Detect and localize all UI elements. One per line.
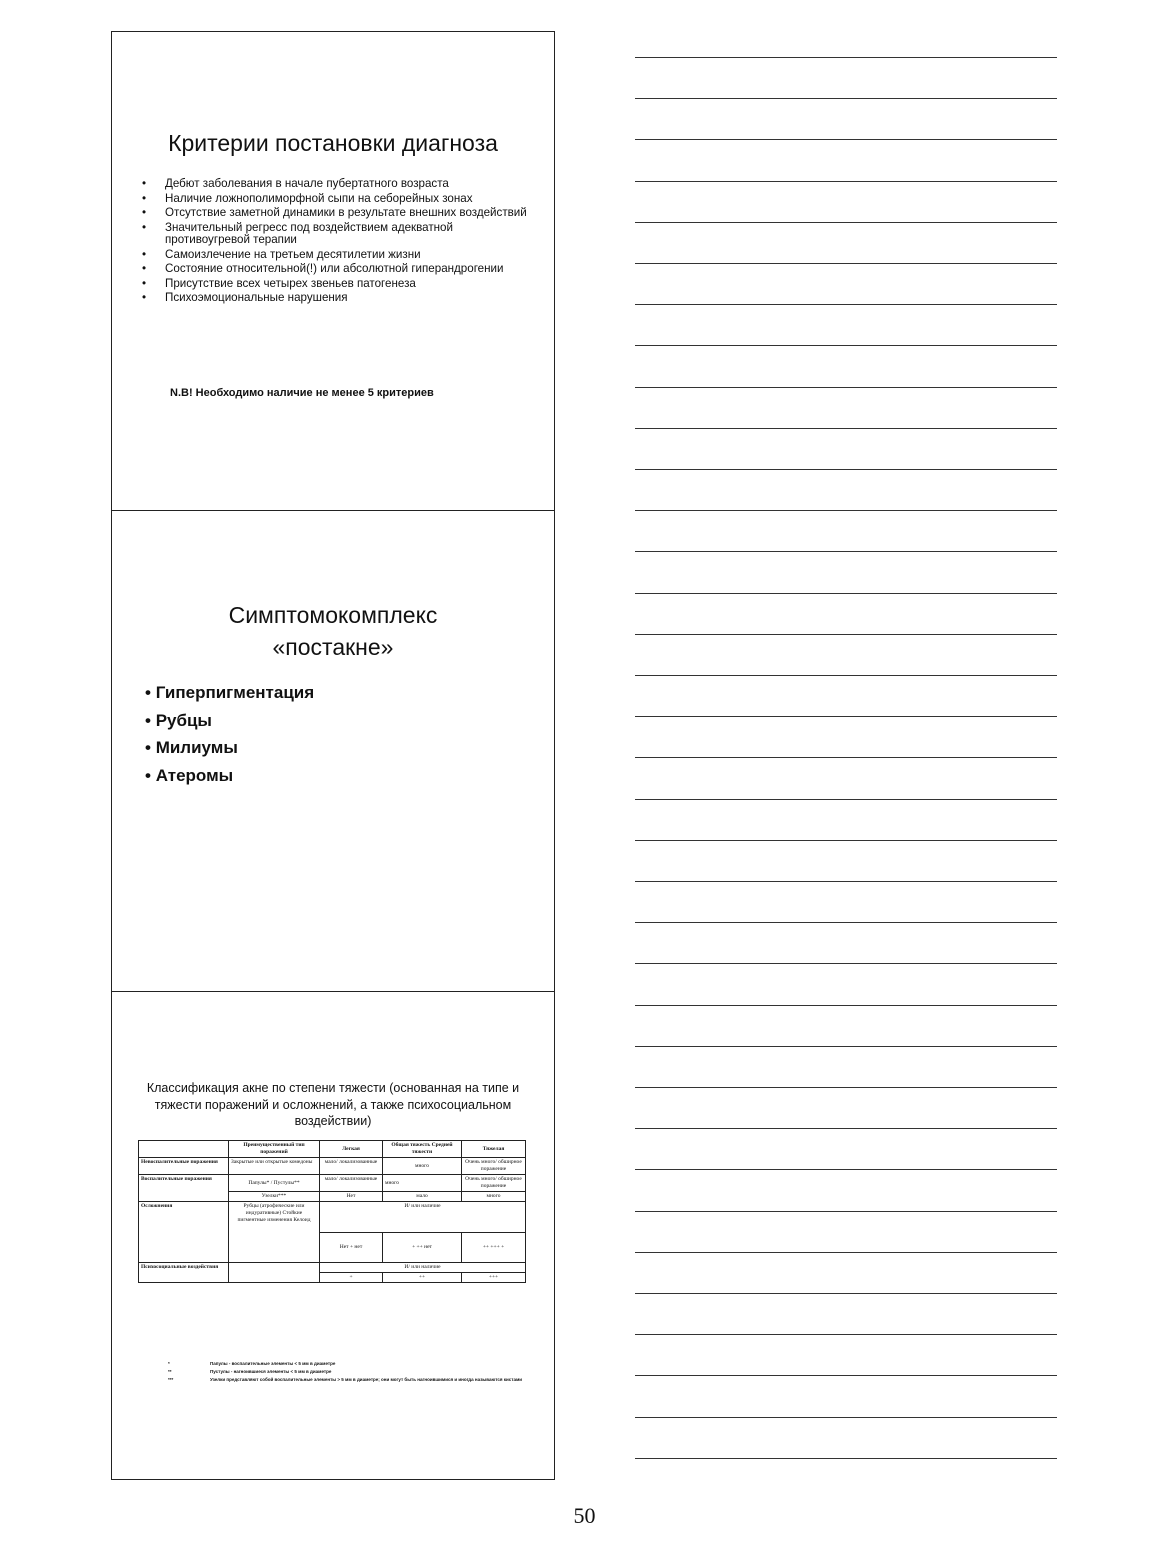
note-line [635, 675, 1057, 676]
table-cell: мало/ локализованные [320, 1158, 383, 1175]
table-cell: много [383, 1175, 462, 1192]
table-cell: мало [383, 1192, 462, 1202]
note-line [635, 757, 1057, 758]
row-head: Осложнения [139, 1202, 229, 1263]
note-line [635, 551, 1057, 552]
table-header-mid: Общая тяжесть Средней тяжести [383, 1141, 462, 1158]
table-cell: Узелки*** [229, 1192, 320, 1202]
table-header-empty [139, 1141, 229, 1158]
slide-title [112, 599, 554, 663]
note-line [635, 1087, 1057, 1088]
footnote-mark: *** [168, 1377, 174, 1382]
note-line [635, 57, 1057, 58]
note-line [635, 345, 1057, 346]
table-cell: много [462, 1192, 526, 1202]
table-cell: ++ +++ + [462, 1232, 526, 1263]
table-cell: Нет [320, 1192, 383, 1202]
table-cell: Очень много/ обширное поражение [462, 1175, 526, 1192]
list-item: • Состояние относительной(!) или абсолютной гиперандрогении [140, 263, 532, 275]
table-header-heavy: Тяжелая [462, 1141, 526, 1158]
table-row [139, 1202, 526, 1233]
table-cell: Закрытые или открытые комедоны [229, 1158, 320, 1175]
note-line [635, 634, 1057, 635]
note-line [635, 1458, 1057, 1459]
note-line [635, 263, 1057, 264]
note-line [635, 1293, 1057, 1294]
footnote [168, 1360, 528, 1368]
note-line [635, 1169, 1057, 1170]
footnote-mark: ** [168, 1369, 172, 1374]
list-item: • Рубцы [145, 707, 314, 735]
table-cell: Папулы* / Пустулы** [229, 1175, 320, 1192]
table-header-type: Преимущественный тип поражений [229, 1141, 320, 1158]
criteria-note: N.B! Необходимо наличие не менее 5 критериев [170, 387, 434, 399]
footnote-text: Папулы - воспалительные элементы < 5 мм в диаметре [210, 1361, 336, 1366]
footnotes [168, 1360, 528, 1384]
note-line [635, 1334, 1057, 1335]
note-line [635, 98, 1057, 99]
note-line [635, 428, 1057, 429]
note-line [635, 963, 1057, 964]
list-item: • Отсутствие заметной динамики в результате внешних воздействий [140, 207, 532, 219]
note-line [635, 1375, 1057, 1376]
slide-title-line1: Симптомокомплекс [228, 602, 438, 628]
table-cell: Нет + нет [320, 1232, 383, 1263]
note-line [635, 1046, 1057, 1047]
slide-acne-classification [111, 991, 555, 1480]
list-item: • Гиперпигментация [145, 679, 314, 707]
note-line [635, 222, 1057, 223]
list-item: • Психоэмоциональные нарушения [140, 292, 532, 304]
table-row [139, 1175, 526, 1192]
note-line [635, 181, 1057, 182]
footnote-text: Пустулы - нагноившиеся элементы < 5 мм в диаметре [210, 1369, 332, 1374]
footnote [168, 1368, 528, 1376]
footnote-mark: * [168, 1361, 170, 1366]
table-cell: +++ [462, 1273, 526, 1283]
symptom-list [145, 679, 314, 789]
table-cell [229, 1263, 320, 1283]
footnote-text: Узелки представляют собой воспалительные элементы > 5 мм в диаметре; они могут быть нагноившимися и иногда называются кистами [210, 1377, 523, 1382]
table-header-light: Легкая [320, 1141, 383, 1158]
table-cell: И/ или наличие [320, 1202, 526, 1233]
slide-title: Классификация акне по степени тяжести (основанная на типе и тяжести поражений и осложнений, а также психосоциальном воздействии) [146, 1081, 520, 1128]
note-line [635, 1252, 1057, 1253]
note-line [635, 840, 1057, 841]
note-line [635, 1211, 1057, 1212]
table-cell: Рубцы (атрофические или индуративные) Стойкие пигментные изменения Келоид [229, 1202, 320, 1263]
note-line [635, 922, 1057, 923]
row-head: Воспалительные поражения [139, 1175, 229, 1202]
note-line [635, 304, 1057, 305]
table-row [139, 1263, 526, 1273]
slide-postacne [111, 510, 555, 992]
table-row [139, 1158, 526, 1175]
note-line [635, 716, 1057, 717]
note-line [635, 469, 1057, 470]
table-cell: мало/ локализованные [320, 1175, 383, 1192]
table-cell: + [320, 1273, 383, 1283]
note-line [635, 387, 1057, 388]
table-cell: Очень много/ обширное поражение [462, 1158, 526, 1175]
table-cell: + ++ нет [383, 1232, 462, 1263]
slide-title: Критерии постановки диагноза [168, 130, 498, 156]
table-header-row [139, 1141, 526, 1158]
row-head: Невоспалительные поражения [139, 1158, 229, 1175]
list-item: • Самоизлечение на третьем десятилетии жизни [140, 249, 532, 261]
table-cell: много [383, 1158, 462, 1175]
note-line [635, 1005, 1057, 1006]
slide-diagnosis-criteria [111, 31, 555, 511]
list-item: • Атеромы [145, 762, 314, 790]
note-line [635, 1128, 1057, 1129]
page-number: 50 [573, 1503, 596, 1528]
note-line [635, 593, 1057, 594]
table-cell: И/ или наличие [320, 1263, 526, 1273]
list-item: • Наличие ложнополиморфной сыпи на себорейных зонах [140, 193, 532, 205]
row-head: Психосоциальные воздействия [139, 1263, 229, 1283]
footnote [168, 1376, 528, 1384]
slide-title-line2: «постакне» [272, 634, 394, 660]
list-item: • Значительный регресс под воздействием адекватной противоугревой терапии [140, 222, 532, 246]
note-line [635, 1417, 1057, 1418]
note-line [635, 510, 1057, 511]
table-cell: ++ [383, 1273, 462, 1283]
list-item: • Милиумы [145, 734, 314, 762]
note-line [635, 139, 1057, 140]
note-line [635, 881, 1057, 882]
classification-table [138, 1140, 526, 1283]
list-item: • Присутствие всех четырех звеньев патогенеза [140, 278, 532, 290]
note-line [635, 799, 1057, 800]
criteria-list [140, 178, 532, 307]
list-item: • Дебют заболевания в начале пубертатного возраста [140, 178, 532, 190]
